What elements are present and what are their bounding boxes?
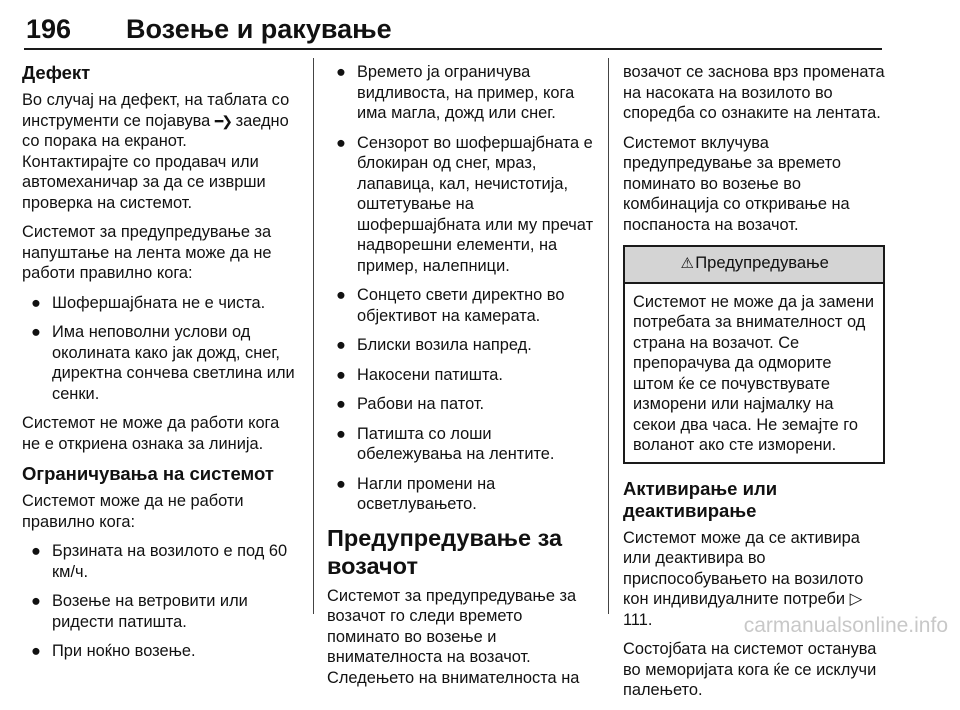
paragraph: Во случај на дефект, на таблата со инструменти се појавува ━❯ заедно со порака на екранот. Контактирајте со продавач или автомеханичар за да се изврши проверка на системот. xyxy=(22,91,290,212)
list-item: ● Блиски возила напред. xyxy=(336,336,532,354)
watermark: carmanualsonline.info xyxy=(743,614,948,637)
column-divider xyxy=(608,58,609,614)
warning-title: Предупредување xyxy=(695,253,829,272)
paragraph: Системот вклучува предупредување за времето поминато во возење во комбинација со откривање на поспаноста на возачот. xyxy=(623,133,850,234)
bullet-list xyxy=(22,541,300,662)
bullet-icon: ● xyxy=(336,336,346,354)
bullet-icon: ● xyxy=(336,424,346,443)
list-item: ● Рабови на патот. xyxy=(336,395,485,413)
column-1 xyxy=(22,62,300,671)
list-item: ● Сонцето свети директно во објективот на камерата. xyxy=(336,286,565,325)
heading-driver-alert: Предупредување за возачот xyxy=(327,524,563,579)
list-item: ● Нагли промени на осветлувањето. xyxy=(336,474,496,513)
list-item: ● При ноќно возење. xyxy=(31,642,196,660)
heading-activate: Активирање или деактивирање xyxy=(623,477,778,521)
heading-defect: Дефект xyxy=(22,62,91,83)
bullet-icon: ● xyxy=(336,474,346,493)
paragraph: Системот не може да работи кога не е откриена ознака за линија. xyxy=(22,414,280,453)
page-reference-arrow-icon: ▷ xyxy=(849,590,863,608)
bullet-list xyxy=(327,62,595,515)
bullet-list xyxy=(22,293,300,405)
column-2 xyxy=(327,62,595,697)
bullet-icon: ● xyxy=(336,395,346,413)
warning-triangle-icon: ⚠ xyxy=(680,255,694,272)
bullet-icon: ● xyxy=(31,642,41,660)
warning-text: Системот не може да ја замени потребата за внимателност од страна на возачот. Се препорачува да одморите штом ќе се почувствувате изморени или најмалку на секои два часа. Не земајте го воланот ако сте изморени. xyxy=(633,292,875,454)
bullet-icon: ● xyxy=(336,286,346,304)
paragraph: Системот за предупредување за возачот го следи времето поминато во возење и внимателноста на возачот. Следењето на внимателноста на xyxy=(327,586,580,687)
list-item: ● Шофершајбната не е чиста. xyxy=(31,293,266,312)
paragraph: Системот за предупредување за напуштање на лента може да не работи правилно кога: xyxy=(22,223,272,282)
heading-limits: Ограничувања на системот xyxy=(22,463,274,484)
paragraph: Состојбата на системот останува во меморијата кога ќе се исклучи палењето. xyxy=(623,640,877,699)
bullet-icon: ● xyxy=(336,133,346,152)
paragraph: Системот може да не работи правилно кога: xyxy=(22,492,244,531)
page-number: 196 xyxy=(26,14,72,44)
list-item: ● Патишта со лоши обележувања на лентите. xyxy=(336,424,555,463)
warning-box xyxy=(623,245,885,464)
list-item: ● Времето ја ограничува видливоста, на пример, кога има магла, дожд или снег. xyxy=(336,63,575,122)
list-item: ● Има неповолни услови од околината како јак дожд, снег, директна сончева светлина или сенки. xyxy=(31,323,295,403)
bullet-icon: ● xyxy=(336,63,346,81)
chapter-title: Возење и ракување xyxy=(126,14,392,44)
lane-departure-icon: ━❯ xyxy=(214,112,232,129)
column-divider xyxy=(313,58,314,614)
bullet-icon: ● xyxy=(31,542,41,560)
bullet-icon: ● xyxy=(31,293,41,312)
bullet-icon: ● xyxy=(336,365,346,384)
paragraph: Системот може да се активира или деактивира во приспособувањето на возилото кон индивидуалните потреби ▷ 111. xyxy=(623,528,864,629)
list-item: ● Брзината на возилото е под 60 км/ч. xyxy=(31,542,288,581)
paragraph: возачот се заснова врз промената на насоката на возилото во споредба со ознаките на лентата. xyxy=(623,63,885,122)
column-3 xyxy=(623,62,885,710)
bullet-icon: ● xyxy=(31,592,41,610)
list-item: ● Накосени патишта. xyxy=(336,365,503,384)
page-header xyxy=(24,14,882,50)
list-item: ● Возење на ветровити или ридести патишта. xyxy=(31,592,248,631)
warning-header xyxy=(625,247,883,284)
bullet-icon: ● xyxy=(31,323,41,341)
list-item: ● Сензорот во шофершајбната е блокиран од снег, мраз, лапавица, кал, нечистотија, оштетување на шофершајбната или му пречат надворешни елементи, на пример, налепници. xyxy=(336,133,594,275)
